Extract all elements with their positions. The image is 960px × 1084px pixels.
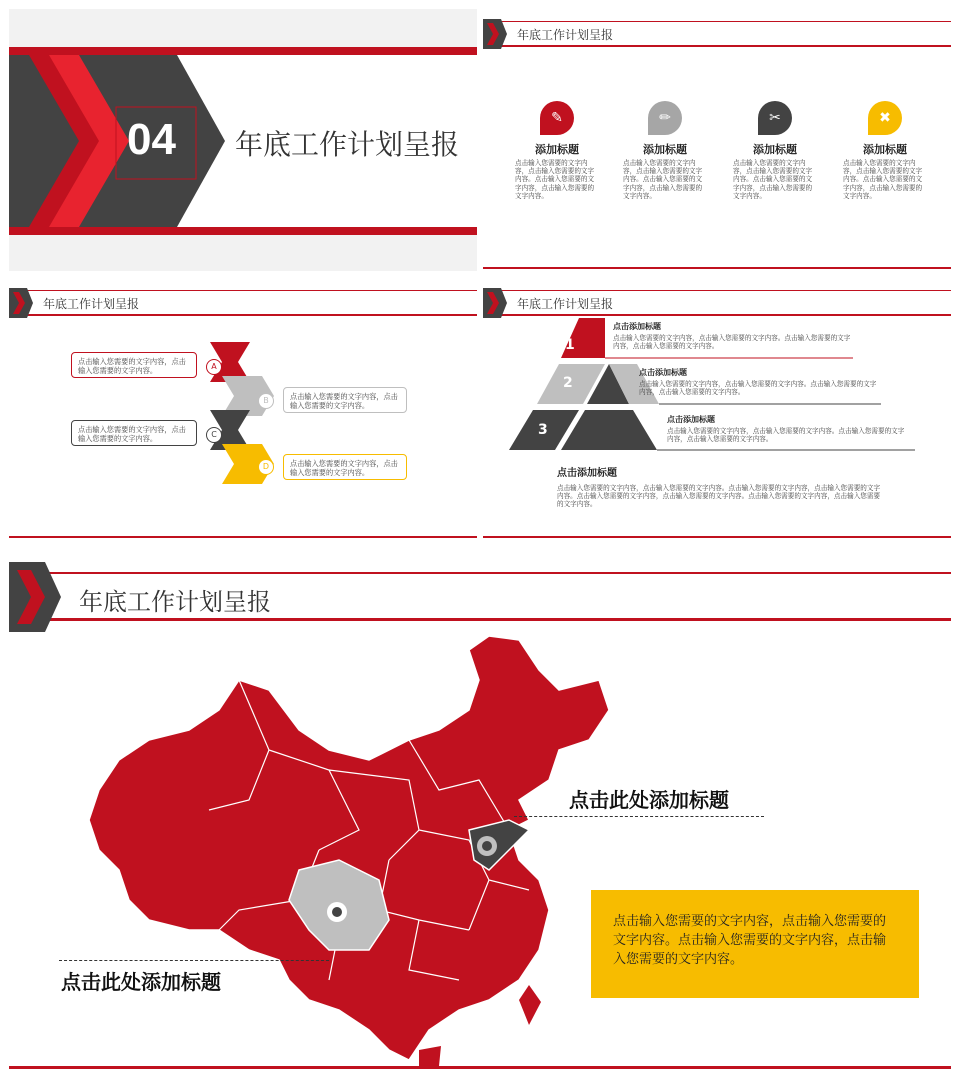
footer-line <box>483 536 951 538</box>
step-letter-b: B <box>258 393 274 409</box>
pyramid-num-1: 1 <box>565 337 575 353</box>
header-chevron-icon <box>483 288 507 318</box>
step-letter-c: C <box>206 427 222 443</box>
header-title: 年底工作计划呈报 <box>79 588 271 616</box>
slide-cover <box>9 9 477 271</box>
level-1-title: 点击添加标题 <box>613 322 661 331</box>
feature-1 <box>515 101 599 200</box>
feature-text: 点击输入您需要的文字内容，点击输入您需要的文字内容。点击输入您需要的文字内容，点击输入您需要的文字内容。 <box>515 159 595 200</box>
edit-icon: ✎ <box>540 101 574 135</box>
header-line-bottom <box>9 314 477 316</box>
step-box-a: 点击输入您需要的文字内容，点击输入您需要的文字内容。 <box>71 352 197 378</box>
footer-line <box>9 1066 951 1069</box>
section-number: 04 <box>127 115 176 164</box>
header-line-top <box>483 290 951 291</box>
header-line-bottom <box>483 45 951 47</box>
chevron-graphic <box>9 55 239 227</box>
pencil-icon: ✏ <box>648 101 682 135</box>
feature-4 <box>843 101 927 200</box>
header-line-top <box>9 572 951 574</box>
china-map <box>89 630 619 1070</box>
feature-title: 添加标题 <box>535 143 579 156</box>
header-line-top <box>483 21 951 22</box>
level-2-text: 点击输入您需要的文字内容，点击输入您需要的文字内容。点击输入您需要的文字内容，点击输入您需要的文字内容。 <box>639 380 877 397</box>
header-chevron-icon <box>9 288 33 318</box>
step-letter-d: D <box>258 459 274 475</box>
header-line-top <box>9 290 477 291</box>
slide-map <box>9 548 951 1078</box>
feature-title: 添加标题 <box>863 143 907 156</box>
pyramid-num-2: 2 <box>563 375 573 391</box>
bottom-text: 点击输入您需要的文字内容，点击输入您需要的文字内容。点击输入您需要的文字内容，点击输入您需要的文字内容。点击输入您需要的文字内容，点击输入您需要的文字内容。点击输入您需要的文字内容，点击输入您需要的文字内容。 <box>557 484 881 509</box>
bottom-title: 点击添加标题 <box>557 468 617 479</box>
header-chevron-icon <box>483 19 507 49</box>
feature-title: 添加标题 <box>643 143 687 156</box>
feature-text: 点击输入您需要的文字内容，点击输入您需要的文字内容。点击输入您需要的文字内容，点击输入您需要的文字内容。 <box>843 159 923 200</box>
pyramid-num-3: 3 <box>538 422 548 438</box>
map-label-bottom: 点击此处添加标题 <box>61 970 221 994</box>
textbox-body: 点击输入您需要的文字内容，点击输入您需要的文字内容。点击输入您需要的文字内容，点击输入您需要的文字内容。 <box>613 914 887 967</box>
step-box-c: 点击输入您需要的文字内容，点击输入您需要的文字内容。 <box>71 420 197 446</box>
feature-title: 添加标题 <box>753 143 797 156</box>
level-1-text: 点击输入您需要的文字内容，点击输入您需要的文字内容。点击输入您需要的文字内容，点击输入您需要的文字内容。 <box>613 334 851 351</box>
cover-title: 年底工作计划呈报 <box>235 128 460 161</box>
slide-features <box>483 9 951 271</box>
header-line-bottom <box>483 314 951 316</box>
header-line-bottom <box>9 618 951 621</box>
feature-text: 点击输入您需要的文字内容，点击输入您需要的文字内容。点击输入您需要的文字内容，点击输入您需要的文字内容。 <box>733 159 813 200</box>
slide-steps <box>9 278 477 540</box>
header-title: 年底工作计划呈报 <box>43 297 140 311</box>
step-letter-a: A <box>206 359 222 375</box>
map-label-top: 点击此处添加标题 <box>569 788 729 812</box>
top-red-line <box>9 47 477 55</box>
header-chevron-icon <box>9 562 61 632</box>
step-box-d: 点击输入您需要的文字内容，点击输入您需要的文字内容。 <box>283 454 407 480</box>
header-title: 年底工作计划呈报 <box>517 28 614 42</box>
footer-line <box>483 267 951 269</box>
footer-line <box>9 536 477 538</box>
leader-line-top <box>514 816 764 817</box>
feature-3 <box>733 101 817 200</box>
level-3-title: 点击添加标题 <box>667 415 715 424</box>
feature-text: 点击输入您需要的文字内容，点击输入您需要的文字内容。点击输入您需要的文字内容，点击输入您需要的文字内容。 <box>623 159 703 200</box>
bottom-red-line <box>9 227 477 235</box>
header-title: 年底工作计划呈报 <box>517 297 614 311</box>
step-box-b: 点击输入您需要的文字内容，点击输入您需要的文字内容。 <box>283 387 407 413</box>
tools-icon: ✖ <box>868 101 902 135</box>
level-3-text: 点击输入您需要的文字内容，点击输入您需要的文字内容。点击输入您需要的文字内容，点击输入您需要的文字内容。 <box>667 427 905 444</box>
yellow-textbox <box>591 890 919 998</box>
wrench-icon: ✂ <box>758 101 792 135</box>
level-2-title: 点击添加标题 <box>639 368 687 377</box>
leader-line-bottom <box>59 960 329 961</box>
slide-pyramid <box>483 278 951 540</box>
feature-2 <box>623 101 707 200</box>
